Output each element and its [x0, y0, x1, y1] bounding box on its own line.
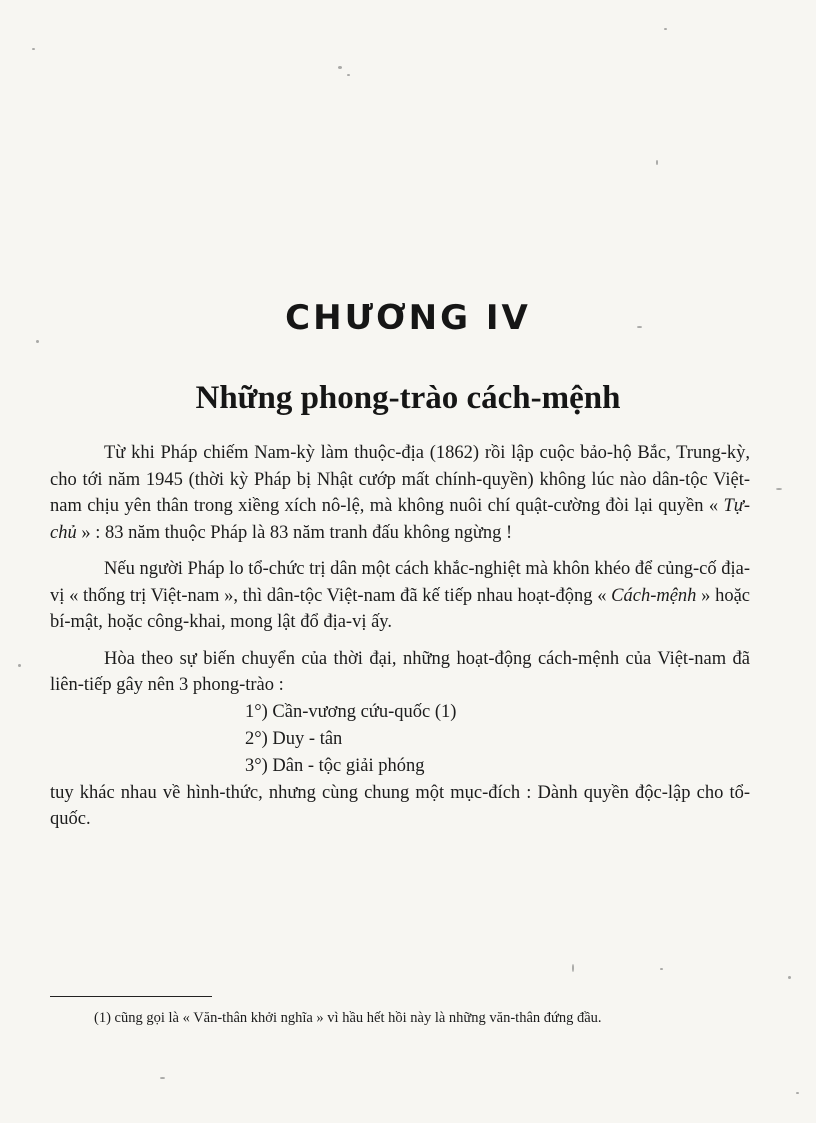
emphasis-text: Tự-chủ	[50, 496, 750, 543]
list-item: 1°) Cần-vương cứu-quốc (1)	[245, 701, 457, 722]
paragraph	[50, 556, 750, 636]
scan-speck	[347, 74, 350, 76]
body-text	[50, 440, 750, 843]
paragraph-text: » : 83 năm thuộc Pháp là 83 năm tranh đấu không ngừng !	[76, 522, 513, 543]
paragraph-text: » hoặc bí-mật, hoặc công-khai, mong lật đổ địa-vị ấy.	[50, 585, 750, 632]
scan-speck	[660, 968, 663, 970]
chapter-title: CHƯƠNG IV	[285, 298, 531, 338]
section-title: Những phong-trào cách-mệnh	[195, 380, 621, 416]
footnote-divider	[50, 996, 212, 997]
paragraph	[50, 440, 750, 546]
scan-speck	[160, 1077, 165, 1079]
scan-speck	[796, 1092, 799, 1094]
emphasis-text: Cách-mệnh	[611, 585, 697, 606]
closing-paragraph: tuy khác nhau về hình-thức, nhưng cùng chung một mục-đích : Dành quyền độc-lập cho tổ-quốc.	[50, 782, 750, 829]
scan-speck	[788, 976, 791, 979]
paragraph	[50, 646, 750, 699]
scan-speck	[572, 964, 574, 972]
scan-speck	[32, 48, 35, 50]
scan-speck	[36, 340, 39, 343]
footnote-text: (1) cũng gọi là « Văn-thân khởi nghĩa » vì hầu hết hồi này là những văn-thân đứng đầu.	[94, 1010, 602, 1026]
scan-speck	[338, 66, 342, 69]
list-item: 2°) Duy - tân	[245, 728, 343, 749]
scan-speck	[656, 160, 658, 165]
paragraph-text: Từ khi Pháp chiếm Nam-kỳ làm thuộc-địa (1862) rồi lập cuộc bảo-hộ Bắc, Trung-kỳ, cho tới năm 1945 (thời kỳ Pháp bị Nhật cướp mất chính-quyền) không lúc nào dân-tộc Việt-nam chịu yên thân trong xiềng xích nô-lệ, mà không nuôi chí quật-cường đòi lại quyền «	[50, 443, 750, 516]
scan-speck	[18, 664, 21, 667]
footnote	[50, 1006, 750, 1030]
scan-speck	[776, 488, 782, 490]
paragraph-text: Nếu người Pháp lo tổ-chức trị dân một cách khắc-nghiệt mà khôn khéo để củng-cố địa-vị « thống trị Việt-nam », thì dân-tộc Việt-nam đã kế tiếp nhau hoạt-động «	[50, 559, 750, 606]
list-item: 3°) Dân - tộc giải phóng	[245, 755, 425, 776]
paragraph-text: Hòa theo sự biến chuyển của thời đại, những hoạt-động cách-mệnh của Việt-nam đã liên-tiếp gây nên 3 phong-trào :	[50, 648, 750, 695]
movement-list	[50, 699, 750, 780]
scan-speck	[664, 28, 667, 30]
